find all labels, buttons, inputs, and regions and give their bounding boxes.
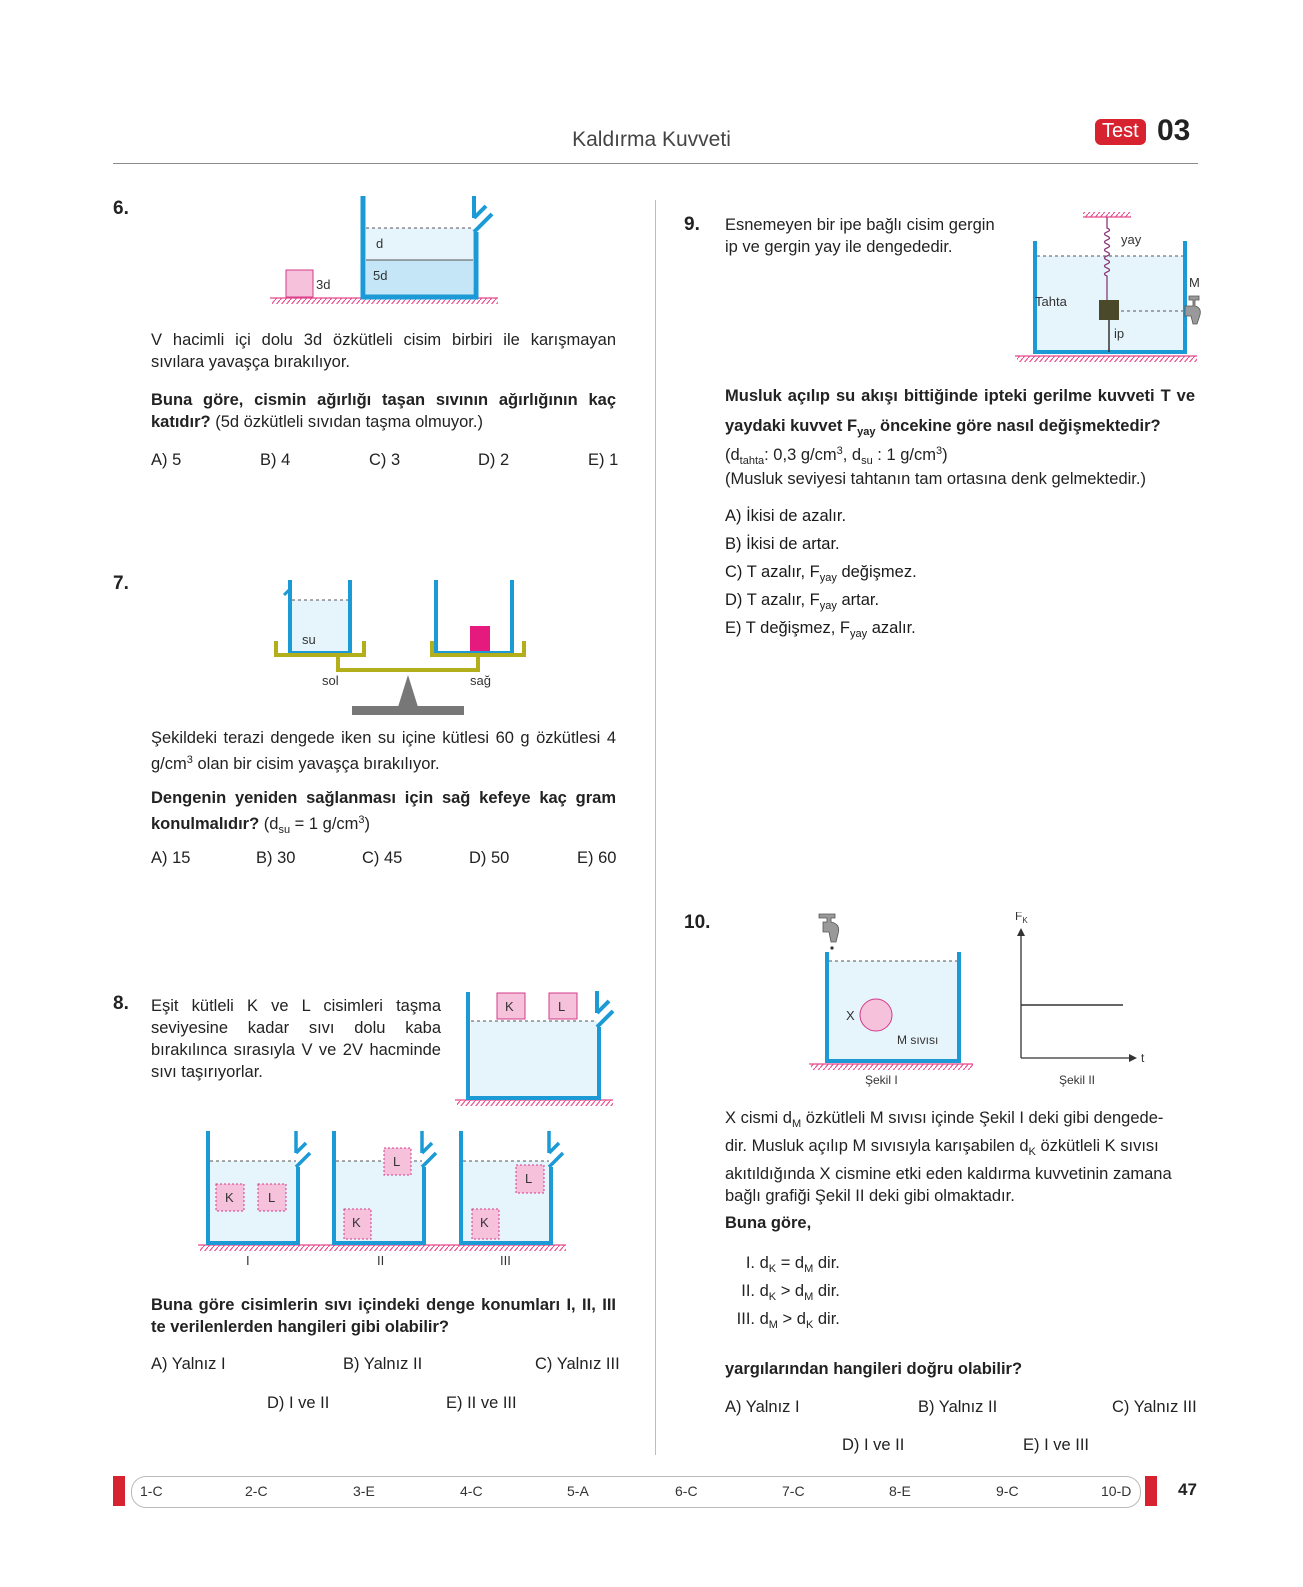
test-number: 03 [1157,114,1191,147]
question-6-number: 6. [113,198,129,219]
graph-y-label-main: F [1015,912,1023,923]
q10-p1: X cismi d [725,1109,792,1127]
question-9-number: 9. [684,214,700,235]
answer-key-bar [131,1476,1141,1508]
q10-p6: bağlı grafiği Şekil II deki gibi olmaktadır. [725,1187,1015,1205]
q9-question-sub: yay [857,426,876,438]
statement-2-s1: K [768,1291,777,1303]
question-10-question: yargılarından hangileri doğru olabilir? [725,1360,1023,1378]
page-number: 47 [1178,1480,1197,1499]
q9-dens-e: ) [942,446,948,464]
question-10-lead: Buna göre, [725,1214,812,1232]
answer-5: 5-A [567,1483,589,1499]
answer-7: 7-C [782,1483,805,1499]
figure-1-label: Şekil I [865,1073,898,1087]
q9-option-d[interactable] [725,591,917,619]
bottom-liquid-label: 5d [373,268,388,283]
q7-question-bold: Dengenin yeniden sağlanması için sağ kefeye kaç gram konulmalıdır? [151,789,616,833]
q7-option-d[interactable]: D) 50 [469,849,510,867]
rope-label: ip [1114,326,1125,341]
statement-3-s2: K [805,1319,814,1331]
question-6-figure [270,192,510,312]
cube [286,270,313,297]
q10-p4: özkütleli K sıvısı [1035,1137,1159,1155]
c1-k-label: K [225,1190,234,1205]
statement-1 [733,1252,840,1280]
statement-1-s1: K [768,1263,777,1275]
c3-k-label: K [480,1215,489,1230]
q9-option-c-tail: değişmez. [836,563,917,581]
q9-dens-d: : 1 g/cm [872,446,936,464]
q8-option-b[interactable]: B) Yalnız II [343,1355,423,1373]
q10-option-c[interactable]: C) Yalnız III [1112,1398,1197,1416]
q9-option-e-tail: azalır. [867,619,916,637]
question-7-question [151,787,616,841]
wood-label: Tahta [1035,294,1067,309]
object-x [860,999,892,1031]
q9-dens-sub1: tahta [739,455,765,467]
question-9-figure [1013,208,1203,373]
question-6-question-bold: Buna göre, cismin ağırlığı taşan sıvının ağırlığının kaç katıdır? [151,391,616,431]
liquid-label: M sıvısı [897,1033,939,1047]
question-10-number: 10. [684,912,711,933]
statement-2-a: d [759,1282,769,1300]
q6-option-a[interactable]: A) 5 [151,451,182,469]
question-9-question [725,381,1195,447]
q10-option-b[interactable]: B) Yalnız II [918,1398,998,1416]
question-10-figure [805,912,1155,1087]
q9-option-e-text: E) T değişmez, F [725,619,851,637]
q7-note-sup: 3 [358,814,365,826]
answer-9: 9-C [996,1483,1019,1499]
q7-text-b: olan bir cisim yavaşça bırakılıyor. [192,755,440,773]
q10-option-d[interactable]: D) I ve II [842,1436,905,1454]
object-k-label: K [505,999,514,1014]
question-9-note: (Musluk seviyesi tahtanın tam ortasına denk gelmektedir.) [725,470,1146,488]
q9-option-c[interactable] [725,563,917,591]
q9-option-a[interactable] [725,507,917,535]
q7-option-e[interactable]: E) 60 [577,849,617,867]
q7-note-c: ) [364,815,371,833]
question-7-text [151,727,616,775]
q10-s2: K [1028,1146,1036,1158]
question-8-question: Buna göre cisimlerin sıvı içindeki denge konumları I, II, III te verilenlerden hangileri gibi olabilir? [151,1296,616,1336]
statement-1-s2: M [804,1263,814,1275]
spring-label: yay [1121,232,1142,247]
statement-2-b: > d [776,1282,805,1300]
q8-option-a[interactable]: A) Yalnız I [151,1355,226,1373]
q10-s1: M [791,1118,802,1130]
q9-dens-b: : 0,3 g/cm [764,446,837,464]
answer-6: 6-C [675,1483,698,1499]
statement-3-c: dir. [813,1310,840,1328]
q9-dens-a: (d [725,446,740,464]
q7-note-a: (d [259,815,279,833]
label-I: I [246,1253,250,1268]
statement-3-a: d [759,1310,769,1328]
q9-question-a: Musluk açılıp su akışı bittiğinde ipteki gerilme kuvveti T ve yaydaki kuvvet F [725,387,1195,435]
answer-2: 2-C [245,1483,268,1499]
q7-text-a: Şekildeki terazi dengede iken su içine kütlesi 60 g özkütlesi 4 g/cm [151,729,616,773]
c2-l-label: L [393,1154,401,1169]
q10-p3: dir. Musluk açılıp M sıvısıyla karışabilen d [725,1137,1029,1155]
statement-1-num: I. [745,1254,755,1272]
q10-p5: akıtıldığında X cismine etki eden kaldırma kuvvetinin zamana [725,1165,1172,1183]
water-label: su [302,632,316,647]
right-object [470,626,490,651]
page-header-title: Kaldırma Kuvveti [572,128,731,151]
graph-y-label [1015,912,1028,925]
q7-text-sup: 3 [186,754,193,766]
question-8-figure-top [455,987,625,1112]
q7-option-b[interactable]: B) 30 [256,849,296,867]
q6-option-b[interactable]: B) 4 [260,451,291,469]
q9-option-b-text: B) İkisi de artar. [725,535,840,553]
q9-option-c-sub: yay [819,572,837,584]
q6-option-c[interactable]: C) 3 [369,451,401,469]
q10-option-e[interactable]: E) I ve III [1023,1436,1090,1454]
tap-icon [819,914,839,942]
q6-option-d[interactable]: D) 2 [478,451,510,469]
fulcrum [398,675,418,707]
top-liquid-label: d [376,236,384,251]
question-6-note: (5d özkütleli sıvıdan taşma olmuyor.) [210,413,483,431]
q10-statements [733,1252,840,1336]
figure-2-label: Şekil II [1059,1073,1096,1087]
question-8-figure-options [198,1127,578,1277]
label-II: II [377,1253,385,1268]
balance-beam [338,655,478,670]
q8-option-d[interactable]: D) I ve II [267,1394,330,1412]
q9-dens-sub2: su [861,455,873,467]
tap-label: M [1189,275,1200,290]
q10-p2: özkütleli M sıvısı içinde Şekil I deki gibi dengede- [801,1109,1164,1127]
statement-1-c: dir. [813,1254,840,1272]
statement-2-num: II. [741,1282,755,1300]
q7-note-b: = 1 g/cm [290,815,359,833]
question-8-text: Eşit kütleli K ve L cisimleri taşma seviyesine kadar sıvı dolu kaba bırakılınca sırasıyla V ve 2V hacminde sıvı taşırıyorlar. [151,997,441,1081]
c3-l-label: L [525,1171,533,1186]
q8-option-c[interactable]: C) Yalnız III [535,1355,620,1373]
right-label: sağ [470,673,491,688]
question-7-figure [270,575,530,725]
statement-2 [733,1280,840,1308]
q9-dens-sup2: 3 [935,445,943,457]
q6-option-e[interactable]: E) 1 [588,451,619,469]
object-x-label: X [846,1008,855,1023]
footer-red-mark-left [113,1476,125,1506]
answer-3: 3-E [353,1483,375,1499]
q9-options [725,507,917,647]
footer-red-mark-right [1145,1476,1157,1506]
answer-1: 1-C [140,1483,163,1499]
graph-y-label-sub: K [1022,916,1028,925]
question-6-text: V hacimli içi dolu 3d özkütleli cisim birbiri ile karışmayan sıvılara yavaşça bırakılıyor. [151,331,616,371]
c2-k-label: K [352,1215,361,1230]
column-divider [655,200,656,1455]
label-III: III [500,1253,511,1268]
q9-option-e-sub: yay [850,628,868,640]
tap-icon [1185,296,1200,324]
question-10-text [725,1107,1195,1207]
c1-l-label: L [268,1190,276,1205]
q7-option-a[interactable]: A) 15 [151,849,191,867]
answer-10: 10-D [1101,1483,1132,1499]
q9-option-b[interactable] [725,535,917,563]
statement-3 [733,1308,840,1336]
q9-question-b: öncekine göre nasıl değişmektedir? [875,417,1161,435]
graph-x-label: t [1141,1051,1145,1065]
q10-option-a[interactable]: A) Yalnız I [725,1398,800,1416]
q7-note-sub: su [278,824,291,836]
q9-option-d-sub: yay [819,600,837,612]
q9-dens-sup1: 3 [836,445,843,457]
q7-option-c[interactable]: C) 45 [362,849,403,867]
q9-option-e[interactable] [725,619,917,647]
header-divider [113,163,1198,164]
statement-1-a: d [759,1254,769,1272]
cube-label: 3d [316,277,331,292]
question-7-number: 7. [113,573,129,594]
q8-option-e[interactable]: E) II ve III [446,1394,517,1412]
q9-option-c-text: C) T azalır, F [725,563,820,581]
q9-dens-c: , d [842,446,862,464]
q9-option-a-text: A) İkisi de azalır. [725,507,847,525]
left-label: sol [322,673,339,688]
answer-4: 4-C [460,1483,483,1499]
statement-2-c: dir. [813,1282,840,1300]
statement-3-s1: M [768,1319,778,1331]
statement-2-s2: M [804,1291,814,1303]
statement-1-b: = d [776,1254,805,1272]
test-badge: Test [1095,119,1146,145]
question-8-number: 8. [113,993,129,1014]
statement-3-num: III. [736,1310,755,1328]
object-l-label: L [558,999,566,1014]
wood-block [1099,300,1119,320]
answer-8: 8-E [889,1483,911,1499]
question-6-question [151,389,616,433]
q9-option-d-tail: artar. [836,591,880,609]
q9-option-d-text: D) T azalır, F [725,591,820,609]
statement-3-b: > d [777,1310,806,1328]
question-9-text: Esnemeyen bir ipe bağlı cisim gergin ip ve gergin yay ile dengededir. [725,216,995,256]
